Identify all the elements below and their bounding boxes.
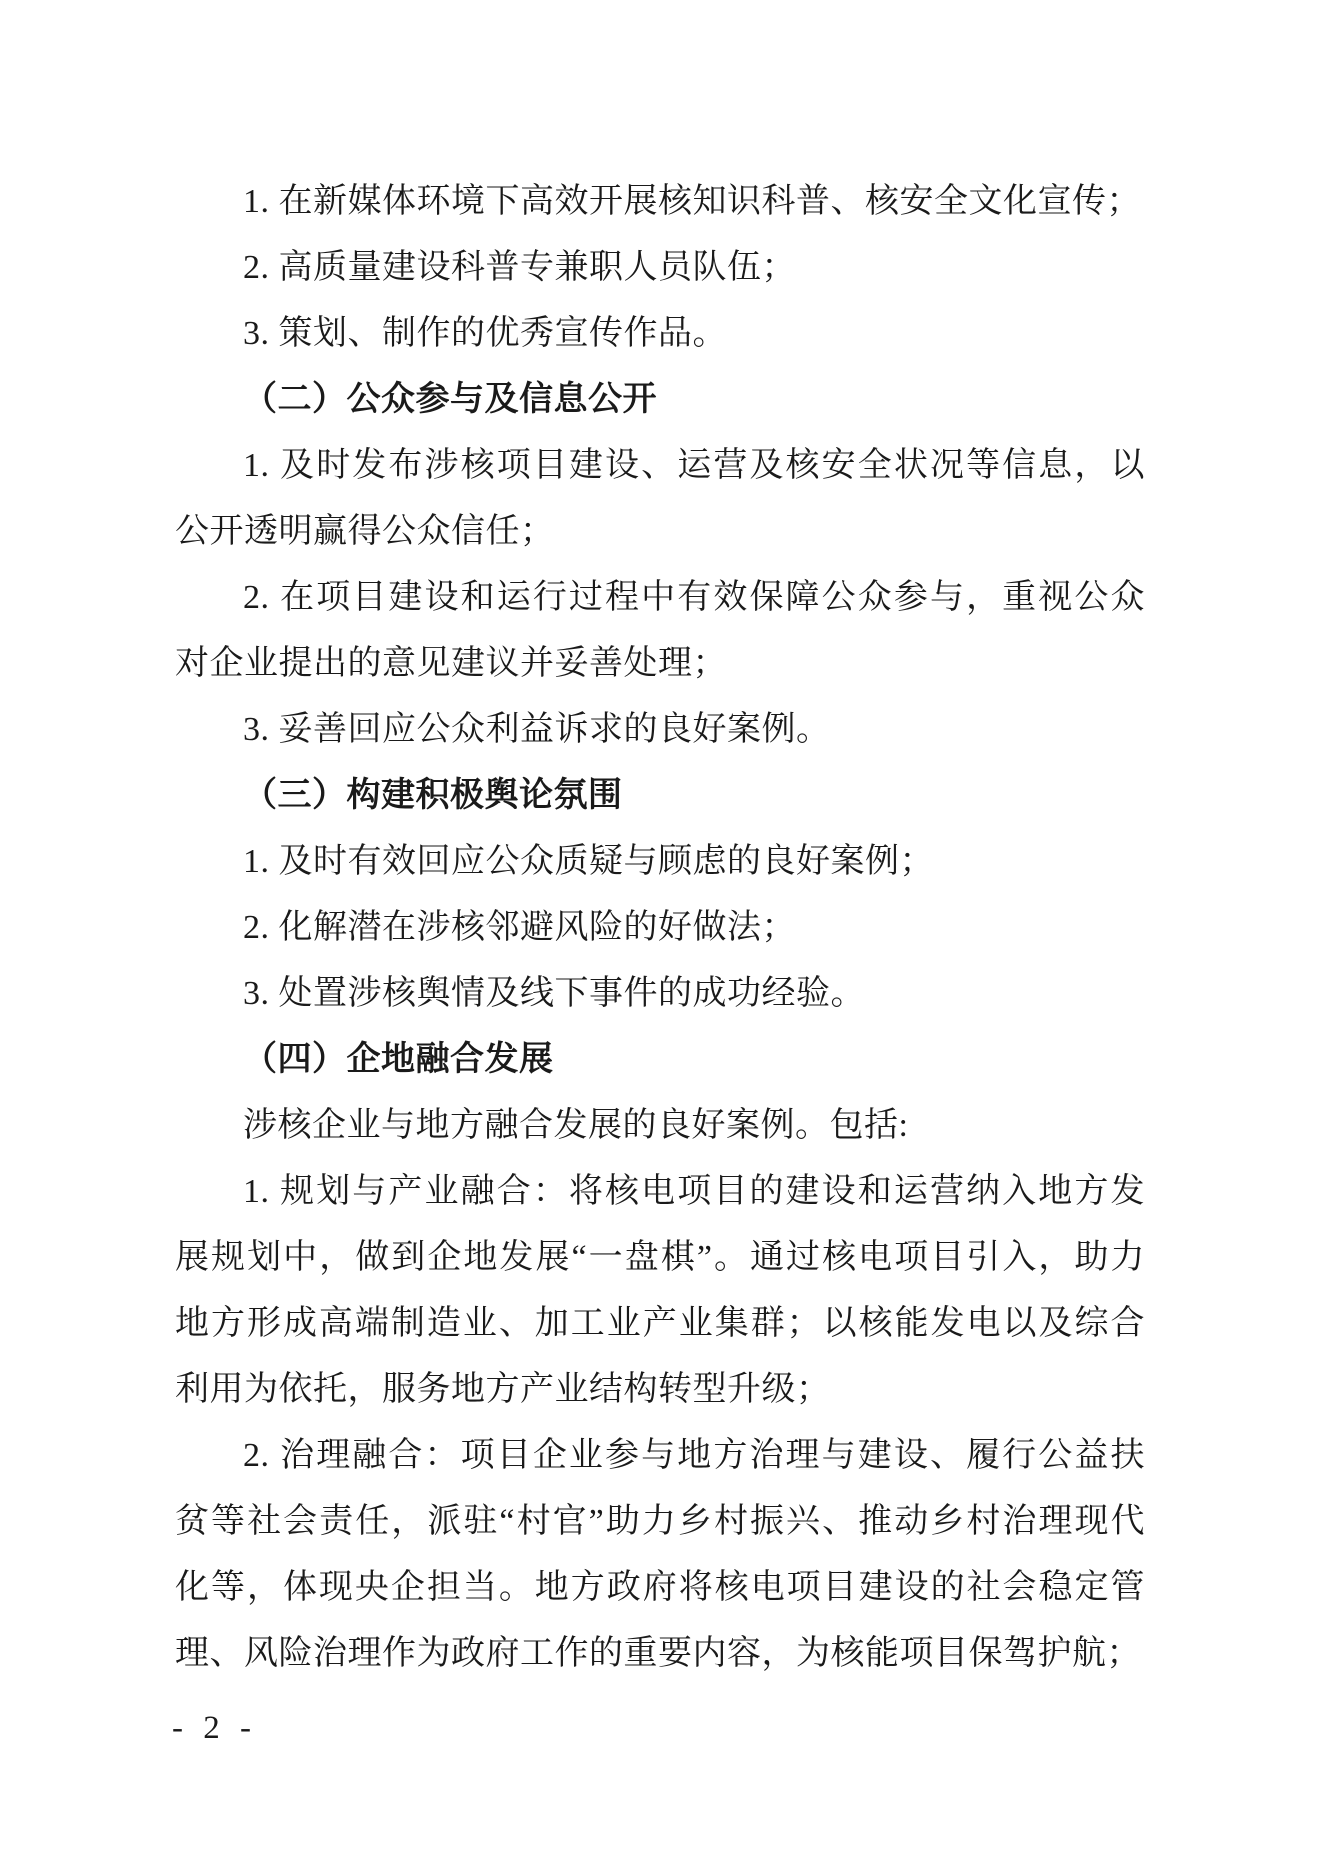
text-line: 1. 及时有效回应公众质疑与顾虑的良好案例； (243, 843, 934, 880)
document-body (175, 169, 1145, 1687)
text-line: 公开透明赢得公众信任； (175, 513, 555, 550)
text-line: 1. 规划与产业融合：将核电项目的建设和运营纳入地方发 (243, 1173, 1145, 1210)
text-line: 贫等社会责任，派驻“村官”助力乡村振兴、推动乡村治理现代 (175, 1503, 1145, 1540)
text-line: 2. 在项目建设和运行过程中有效保障公众参与，重视公众 (243, 579, 1145, 616)
text-line: 展规划中，做到企地发展“一盘棋”。通过核电项目引入，助力 (175, 1239, 1145, 1276)
text-line: 3. 策划、制作的优秀宣传作品。 (243, 315, 727, 352)
section-heading: （三）构建积极舆论氛围 (243, 777, 623, 814)
text-line: 涉核企业与地方融合发展的良好案例。包括: (243, 1107, 909, 1144)
text-line: 对企业提出的意见建议并妥善处理； (175, 645, 727, 682)
text-line: 3. 妥善回应公众利益诉求的良好案例。 (243, 711, 831, 748)
text-line: 理、风险治理作为政府工作的重要内容，为核能项目保驾护航； (175, 1635, 1141, 1672)
text-line: 2. 高质量建设科普专兼职人员队伍； (243, 249, 796, 286)
section-heading: （四）企地融合发展 (243, 1041, 554, 1078)
text-line: 2. 治理融合：项目企业参与地方治理与建设、履行公益扶 (243, 1437, 1145, 1474)
text-line: 利用为依托，服务地方产业结构转型升级； (175, 1371, 831, 1408)
text-line: 1. 及时发布涉核项目建设、运营及核安全状况等信息，以 (243, 447, 1145, 484)
text-line: 化等，体现央企担当。地方政府将核电项目建设的社会稳定管 (175, 1569, 1145, 1606)
text-line: 1. 在新媒体环境下高效开展核知识科普、核安全文化宣传； (243, 183, 1141, 220)
page-number: - 2 - (172, 1710, 257, 1746)
text-line: 3. 处置涉核舆情及线下事件的成功经验。 (243, 975, 865, 1012)
text-line: 地方形成高端制造业、加工业产业集群；以核能发电以及综合 (175, 1305, 1145, 1342)
section-heading: （二）公众参与及信息公开 (243, 381, 657, 418)
text-line: 2. 化解潜在涉核邻避风险的好做法； (243, 909, 796, 946)
